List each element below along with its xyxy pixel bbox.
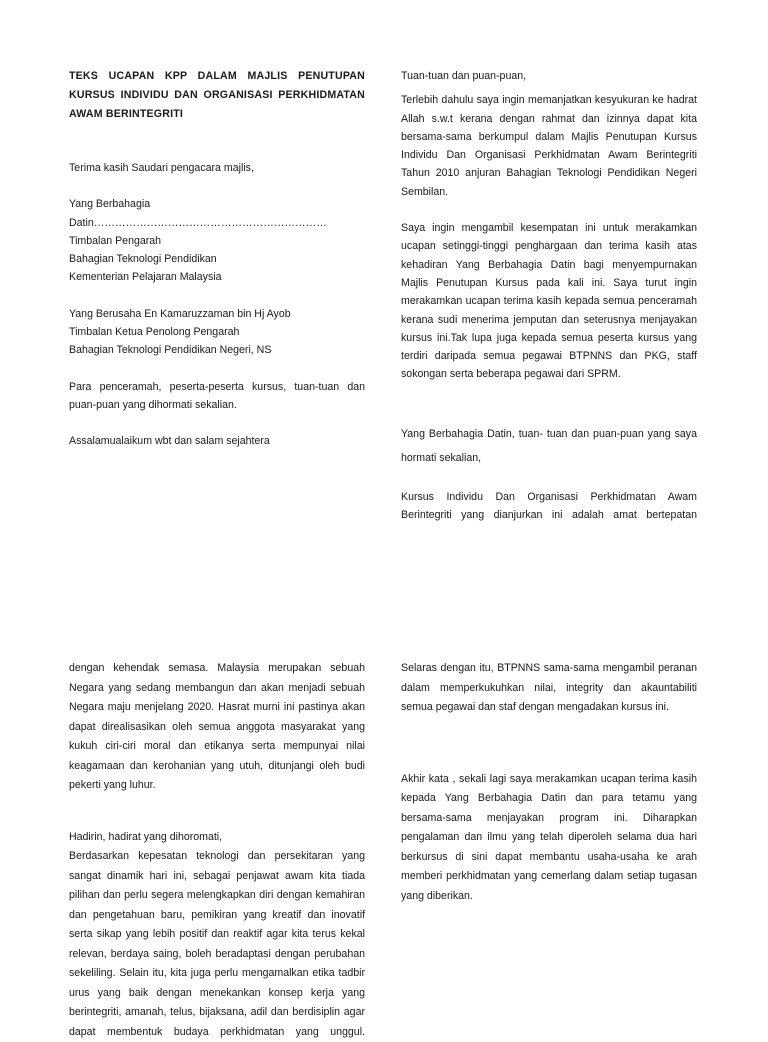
address-block-datin — [69, 195, 365, 286]
paragraph-course-intro — [401, 488, 697, 525]
text-line: kerana sudi menerima jemputan dan seterusnya menjayakan — [401, 311, 697, 329]
text-line: Berdasarkan kepesatan teknologi dan persekitaran yang — [69, 847, 365, 867]
text-line: pengalaman dan ilmu yang telah diperoleh selama dua hari — [401, 828, 697, 848]
address-line: Yang Berbahagia — [69, 195, 365, 213]
address-line: Kementerian Pelajaran Malaysia — [69, 268, 365, 286]
text-line: terdiri daripada semua pegawai BTPNNS dan PKG, staff — [401, 347, 697, 365]
text-line: bersama-sama berkumpul dalam Majlis Penutupan Kursus — [401, 128, 697, 146]
title-line: KURSUS INDIVIDU DAN ORGANISASI PERKHIDMATAN — [69, 86, 365, 105]
paragraph-address-datin — [401, 422, 697, 470]
text-line: kursus ini.Tak lupa juga kepada semua peserta kursus yang — [401, 329, 697, 347]
paragraph-closing — [401, 770, 697, 907]
text-line: Berintegriti yang dianjurkan ini adalah amat bertepatan — [401, 506, 697, 524]
text-line: Saya ingin mengambil kesempatan ini untuk merakamkan — [401, 219, 697, 237]
bottom-left-column — [69, 659, 365, 1042]
text-line: Para penceramah, peserta-peserta kursus, tuan-tuan dan — [69, 378, 365, 396]
address-block-kamaruzzaman — [69, 305, 365, 360]
text-line: semua pegawai dan staf dengan mengadakan kursus ini. — [401, 698, 697, 718]
text-line: Majlis Penutupan Kursus pada kali ini. Saya turut ingin — [401, 274, 697, 292]
paragraph-btpnns-role — [401, 659, 697, 718]
text-line: Akhir kata , sekali lagi saya merakamkan ucapan terima kasih — [401, 770, 697, 790]
text-line: dapat direalisasikan oleh semua anggota masyarakat yang — [69, 718, 365, 738]
text-line: kehadiran Yang Berbahagia Datin bagi menyempurnakan — [401, 256, 697, 274]
text-line: kukuh ciri-ciri moral dan etikanya serta mempunyai nilai — [69, 737, 365, 757]
speech-title — [69, 67, 365, 124]
text-line: berkursus di sini dapat membantu usaha-usaha ke arah — [401, 848, 697, 868]
text-line: hormati sekalian, — [401, 446, 697, 470]
top-right-column — [401, 67, 697, 524]
paragraph-technology — [69, 847, 365, 1042]
text-line: dapat membentuk budaya perkhidmatan yang unggul. — [69, 1023, 365, 1042]
text-line: dengan kehendak semasa. Malaysia merupakan sebuah — [69, 659, 365, 679]
text-line: memberi perkhidmatan yang cemerlang dalam setiap tugasan — [401, 867, 697, 887]
address-line: Datin………………………………………………………… — [69, 214, 365, 232]
opening-greeting: Tuan-tuan dan puan-puan, — [401, 67, 697, 85]
text-line: puan-puan yang dihormati sekalian. — [69, 396, 365, 414]
top-left-column — [69, 67, 365, 451]
salam: Assalamualaikum wbt dan salam sejahtera — [69, 432, 365, 450]
text-line: ucapan setinggi-tinggi penghargaan dan terima kasih atas — [401, 237, 697, 255]
hadirin-greeting: Hadirin, hadirat yang dihoromati, — [69, 828, 365, 848]
text-line: merakamkan ucapan terima kasih kepada semua penceramah — [401, 292, 697, 310]
title-line: AWAM BERINTEGRITI — [69, 105, 365, 124]
paragraph-gratitude — [401, 91, 697, 201]
text-line: Negara maju menjelang 2020. Hasrat murni ini pastinya akan — [69, 698, 365, 718]
text-line: berintegriti, amanah, telus, bijaksana, adil dan berdisiplin agar — [69, 1003, 365, 1023]
text-line: dan pengetahuan baru, pemikiran yang kreatif dan inovatif — [69, 906, 365, 926]
bottom-right-column — [401, 659, 697, 906]
text-line: pilihan dan perlu segera melengkapkan diri dengan kemahiran — [69, 886, 365, 906]
text-line: serta sikap yang lebih positif dan reaktif agar kita terus kekal — [69, 925, 365, 945]
address-line: Bahagian Teknologi Pendidikan Negeri, NS — [69, 341, 365, 359]
text-line: sokongan serta beberapa pegawai dari SPRM. — [401, 365, 697, 383]
text-line: bersama-sama menjayakan program ini. Diharapkan — [401, 809, 697, 829]
text-line: kepada Yang Berbahagia Datin dan para tetamu yang — [401, 789, 697, 809]
text-line: Kursus Individu Dan Organisasi Perkhidmatan Awam — [401, 488, 697, 506]
text-line: pekerti yang luhur. — [69, 776, 365, 796]
text-line: Individu Dan Organisasi Perkhidmatan Awam Berintegriti — [401, 146, 697, 164]
address-line: Bahagian Teknologi Pendidikan — [69, 250, 365, 268]
address-line: Timbalan Pengarah — [69, 232, 365, 250]
text-line: Sembilan. — [401, 183, 697, 201]
thanks-mc: Terima kasih Saudari pengacara majlis, — [69, 159, 365, 177]
paragraph-appreciation — [401, 219, 697, 384]
text-line: Selaras dengan itu, BTPNNS sama-sama mengambil peranan — [401, 659, 697, 679]
text-line: keagamaan dan kerohanian yang utuh, ditunjangi oleh budi — [69, 757, 365, 777]
paragraph-malaysia — [69, 659, 365, 796]
text-line: sangat dinamik hari ini, sebagai penjawat awam kita tiada — [69, 867, 365, 887]
text-line: relevan, berdaya saing, boleh beradaptasi dengan perubahan — [69, 945, 365, 965]
text-line: urus yang baik dengan menekankan konsep kerja yang — [69, 984, 365, 1004]
page-bottom — [0, 640, 768, 1024]
text-line: Negara yang sedang membangun dan akan menjadi sebuah — [69, 679, 365, 699]
text-line: Terlebih dahulu saya ingin memanjatkan kesyukuran ke hadrat — [401, 91, 697, 109]
text-line: sekeliling. Selain itu, kita juga perlu mengamalkan etika tadbir — [69, 964, 365, 984]
greeting-paragraph — [69, 378, 365, 415]
text-line: Tahun 2010 anjuran Bahagian Teknologi Pendidikan Negeri — [401, 164, 697, 182]
address-line: Timbalan Ketua Penolong Pengarah — [69, 323, 365, 341]
title-line: TEKS UCAPAN KPP DALAM MAJLIS PENUTUPAN — [69, 67, 365, 86]
text-line: dalam memperkukuhkan nilai, integrity dan akauntabiliti — [401, 679, 697, 699]
text-line: Yang Berbahagia Datin, tuan- tuan dan puan-puan yang saya — [401, 422, 697, 446]
text-line: yang diberikan. — [401, 887, 697, 907]
address-line: Yang Berusaha En Kamaruzzaman bin Hj Ayob — [69, 305, 365, 323]
text-line: Allah s.w.t kerana dengan rahmat dan izinnya dapat kita — [401, 110, 697, 128]
